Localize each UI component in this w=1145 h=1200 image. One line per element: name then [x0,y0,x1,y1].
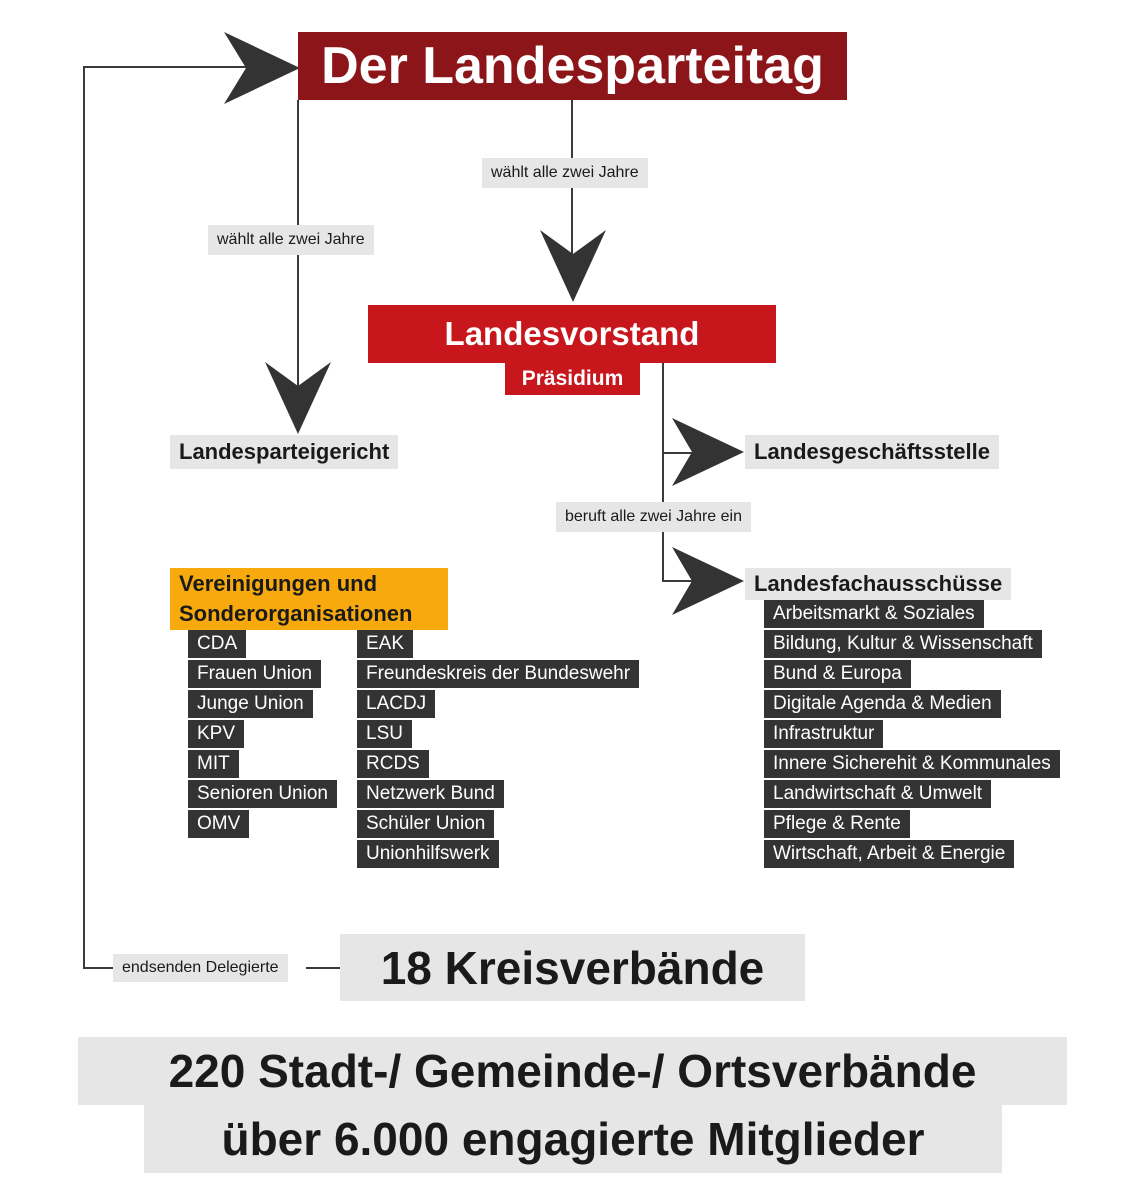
association-item: KPV [188,720,244,748]
committee-item: Digitale Agenda & Medien [764,690,1001,718]
committee-item: Pflege & Rente [764,810,910,838]
association-item: LSU [357,720,412,748]
committee-item: Arbeitsmarkt & Soziales [764,600,984,628]
association-item: RCDS [357,750,429,778]
board-box: Landesvorstand [368,305,776,363]
association-item: OMV [188,810,249,838]
association-item: Schüler Union [357,810,494,838]
association-item: Unionhilfswerk [357,840,499,868]
connector-left-loop-bottom [83,967,115,969]
arrow-right-icon [222,30,302,106]
connector-delegates-to-districts [306,967,342,969]
districts-box: 18 Kreisverbände [340,934,805,1001]
local-associations-box: 220 Stadt-/ Gemeinde-/ Ortsverbände [78,1037,1067,1105]
association-item: Frauen Union [188,660,321,688]
appoints-label: beruft alle zwei Jahre ein [556,502,751,532]
associations-title [170,568,448,630]
court-node: Landesparteigericht [170,435,398,469]
committee-item: Bund & Europa [764,660,911,688]
elects-label-left: wählt alle zwei Jahre [208,225,374,255]
office-node: Landesgeschäftsstelle [745,435,999,469]
connector-left-loop-vertical [83,66,85,968]
members-box: über 6.000 engagierte Mitglieder [144,1105,1002,1173]
association-item: Junge Union [188,690,313,718]
association-item: MIT [188,750,239,778]
presidium-box: Präsidium [505,363,640,395]
association-item: Netzwerk Bund [357,780,504,808]
committees-title: Landesfachausschüsse [745,568,1011,600]
committee-item: Landwirtschaft & Umwelt [764,780,991,808]
page-title: Der Landesparteitag [298,32,847,100]
arrow-right-icon [670,416,746,488]
associations-title-line2: Sonderorganisationen [179,601,413,626]
connector-board-down [662,363,664,581]
committee-item: Bildung, Kultur & Wissenschaft [764,630,1042,658]
association-item: LACDJ [357,690,435,718]
arrow-right-icon [670,545,746,617]
committee-item: Innere Sicherehit & Kommunales [764,750,1060,778]
association-item: Freundeskreis der Bundeswehr [357,660,639,688]
association-item: Senioren Union [188,780,337,808]
committee-item: Infrastruktur [764,720,883,748]
delegates-label: endsenden Delegierte [113,954,288,982]
committee-item: Wirtschaft, Arbeit & Energie [764,840,1014,868]
associations-title-line1: Vereinigungen und [179,571,378,596]
elects-label-center: wählt alle zwei Jahre [482,158,648,188]
association-item: CDA [188,630,246,658]
association-item: EAK [357,630,413,658]
arrow-down-icon [538,228,608,304]
arrow-down-icon [263,360,333,436]
